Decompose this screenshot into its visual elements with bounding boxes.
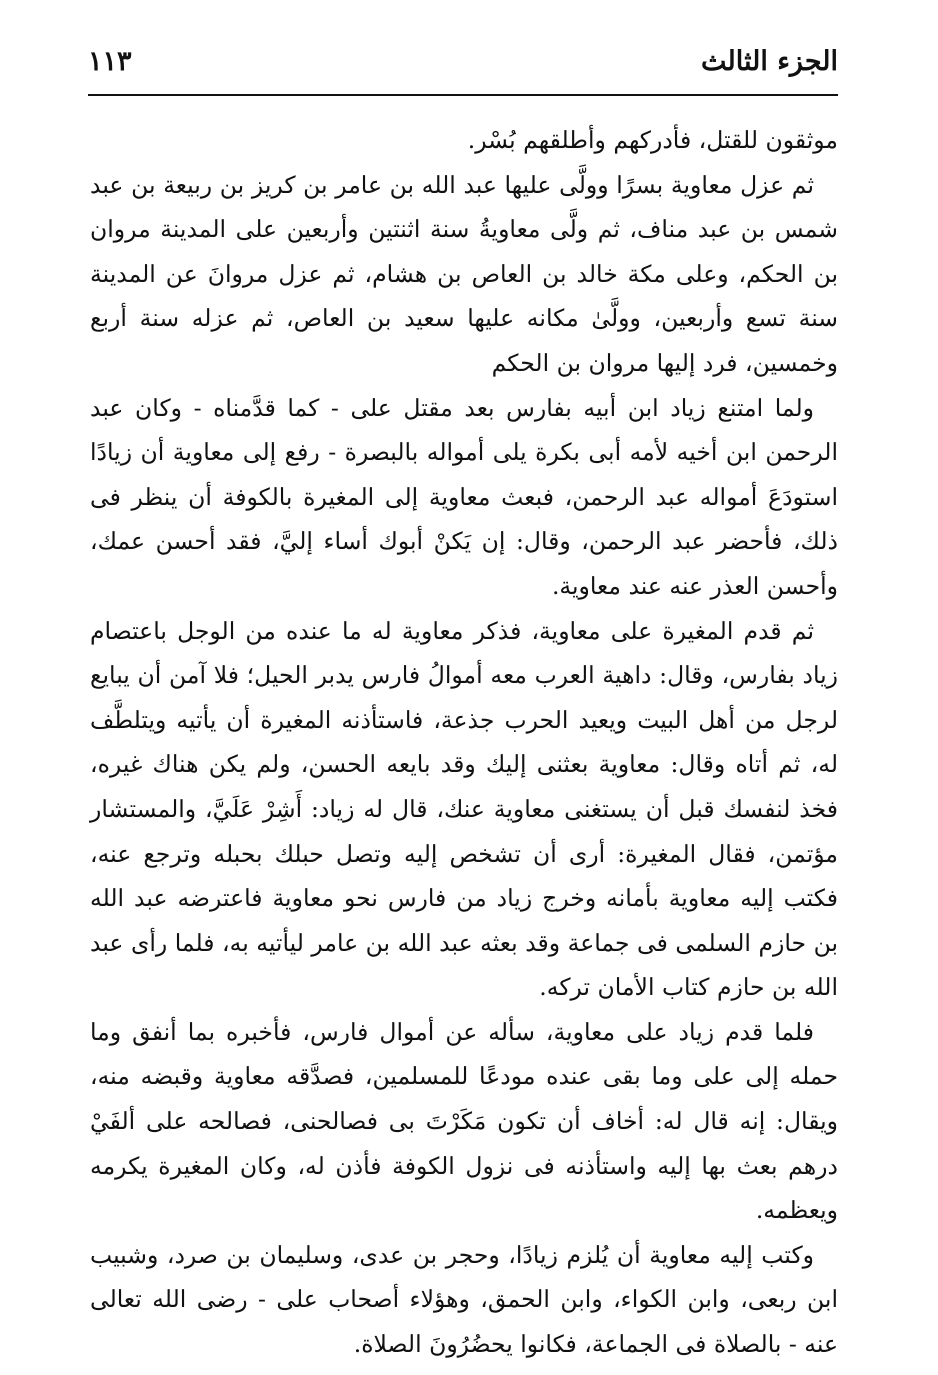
page-header	[88, 44, 838, 90]
running-title: الجزء الثالث	[701, 46, 838, 77]
header-rule	[88, 94, 838, 96]
paragraph: ثم عزل معاوية بسرًا وولَّى عليها عبد الله بن عامر بن كريز بن ربيعة بن عبد شمس بن عبد مناف، ثم ولَّى معاويةُ سنة اثنتين وأربعين على المدينة مروان بن الحكم، وعلى مكة خالد بن العاص بن هشام، ثم عزل مروانَ عن المدينة سنة تسع وأربعين، وولَّىٰ مكانه عليها سعيد بن العاص، ثم عزله سنة أربع وخمسين، فرد إليها مروان بن الحكم	[90, 170, 838, 377]
body-text	[90, 118, 838, 1367]
paragraph: ولما امتنع زياد ابن أبيه بفارس بعد مقتل على - كما قدَّمناه - وكان عبد الرحمن ابن أخيه لأمه أبى بكرة يلى أمواله بالبصرة - رفع إلى معاوية أن زيادًا استودَعَ أمواله عبد الرحمن، فبعث معاوية إلى المغيرة بالكوفة أن ينظر فى ذلك، فأحضر عبد الرحمن، وقال: إن يَكنْ أبوك أساء إليَّ، فقد أحسن عمك، وأحسن العذر عنه عند معاوية.	[90, 393, 838, 600]
paragraph: وكتب إليه معاوية أن يُلزم زيادًا، وحجر بن عدى، وسليمان بن صرد، وشبيب ابن ربعى، وابن الكواء، وابن الحمق، وهؤلاء أصحاب على - رضى الله تعالى عنه - بالصلاة فى الجماعة، فكانوا يحضُرُونَ الصلاة.	[90, 1240, 838, 1359]
paragraph: ثم قدم المغيرة على معاوية، فذكر معاوية له ما عنده من الوجل باعتصام زياد بفارس، وقال: داهية العرب معه أموالُ فارس يدبر الحيل؛ فلا آمن أن يبايع لرجل من أهل البيت ويعيد الحرب جذعة، فاستأذنه المغيرة أن يأتيه ويتلطَّف له، ثم أتاه وقال: معاوية بعثنى إليك وقد بايعه الحسن، ولم يكن هناك غيره، فخذ لنفسك قبل أن يستغنى معاوية عنك، قال له زياد: أَشِرْ عَلَيَّ، والمستشار مؤتمن، فقال المغيرة: أرى أن تشخص إليه وتصل حبلك بحبله وترجع عنه، فكتب إليه معاوية بأمانه وخرج زياد من فارس نحو معاوية فاعترضه عبد الله بن حازم السلمى فى جماعة وقد بعثه عبد الله بن عامر ليأتيه به، فلما رأى عبد الله بن حازم كتاب الأمان تركه.	[90, 616, 838, 1002]
page-number: ١١٣	[88, 46, 132, 77]
paragraph: موثقون للقتل، فأدركهم وأطلقهم بُسْر.	[467, 126, 838, 154]
paragraph: فلما قدم زياد على معاوية، سأله عن أموال فارس، فأخبره بما أنفق وما حمله إلى على وما بقى عنده مودعًا للمسلمين، فصدَّقه معاوية وقبضه منه، ويقال: إنه قال له: أخاف أن تكون مَكَرْتَ بى فصالحنى، فصالحه على ألفَيْ درهم بعث بها إليه واستأذنه فى نزول الكوفة فأذن له، وكان المغيرة يكرمه ويعظمه.	[90, 1017, 838, 1225]
